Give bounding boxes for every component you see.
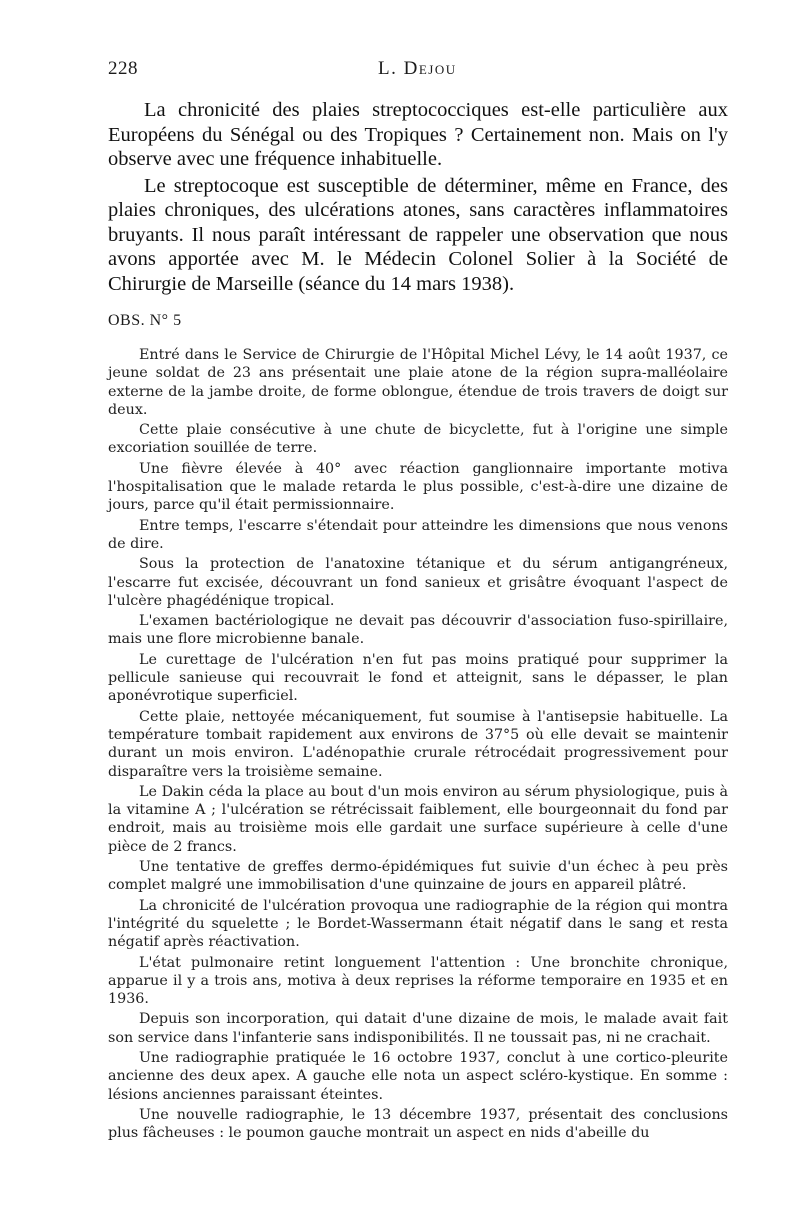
- page-number: 228: [108, 58, 138, 79]
- observation-paragraph: Une radiographie pratiquée le 16 octobre 1937, conclut à une cortico-pleurite ancienne des deux apex. A gauche elle nota un aspect scléro-kystique. En somme : lésions anciennes paraissant éteintes.: [108, 1049, 728, 1103]
- page-header: [108, 58, 728, 86]
- observation-paragraph: Une nouvelle radiographie, le 13 décembre 1937, présentait des conclusions plus fâcheuses : le poumon gauche montrait un aspect en nids d'abeille du: [108, 1106, 728, 1142]
- observation-paragraph: L'état pulmonaire retint longuement l'attention : Une bronchite chronique, apparue il y a trois ans, motiva à deux reprises la réforme temporaire en 1935 et en 1936.: [108, 954, 728, 1008]
- observation-paragraph: Entré dans le Service de Chirurgie de l'Hôpital Michel Lévy, le 14 août 1937, ce jeune soldat de 23 ans présentait une plaie atone de la région supra-malléolaire externe de la jambe droite, de forme oblongue, étendue de trois travers de doigt sur deux.: [108, 347, 728, 418]
- observation-paragraph: Cette plaie consécutive à une chute de bicyclette, fut à l'origine une simple excoriation souillée de terre.: [108, 422, 728, 457]
- observation-paragraph: Le curettage de l'ulcération n'en fut pas moins pratiqué pour supprimer la pellicule sanieuse qui recouvrait le fond et atteignit, sans le dépasser, le plan aponévrotique superficiel.: [108, 651, 728, 705]
- intro-paragraph: Le streptocoque est susceptible de déterminer, même en France, des plaies chroniques, des ulcérations atones, sans caractères inflammatoires bruyants. Il nous paraît intéressant de rappeler une observation que nous avons apportée avec M. le Médecin Colonel Solier à la Société de Chirurgie de Marseille (séance du 14 mars 1938).: [108, 174, 728, 295]
- intro-paragraph: La chronicité des plaies streptococciques est-elle particulière aux Européens du Sénégal ou des Tropiques ? Certainement non. Mais on l'y observe avec une fréquence inhabituelle.: [108, 99, 728, 170]
- running-head: L. Dejou: [378, 58, 457, 79]
- observation-paragraph: Sous la protection de l'anatoxine tétanique et du sérum antigangréneux, l'escarre fut excisée, découvrant un fond sanieux et grisâtre évoquant l'aspect de l'ulcère phagédénique tropical.: [108, 556, 728, 609]
- observation-paragraph: Une fièvre élevée à 40° avec réaction ganglionnaire importante motiva l'hospitalisation que le malade retarda le plus possible, c'est-à-dire une dizaine de jours, parce qu'il était permissionnaire.: [108, 460, 728, 514]
- observation-paragraph: Cette plaie, nettoyée mécaniquement, fut soumise à l'antisepsie habituelle. La température tombait rapidement aux environs de 37°5 où elle devait se maintenir durant un mois environ. L'adénopathie crurale rétrocédait progressivement pour disparaître vers la troisième semaine.: [108, 708, 728, 780]
- observation-body: [108, 346, 728, 1144]
- intro-text: [108, 98, 728, 298]
- observation-heading: OBS. N° 5: [108, 312, 182, 329]
- observation-paragraph: La chronicité de l'ulcération provoqua une radiographie de la région qui montra l'intégrité du squelette ; le Bordet-Wassermann était négatif dans le sang et resta négatif après réactivation.: [108, 897, 728, 951]
- observation-paragraph: Le Dakin céda la place au bout d'un mois environ au sérum physiologique, puis à la vitamine A ; l'ulcération se rétrécissait faiblement, elle bourgeonnait du fond par endroit, mais au troisième mois elle gardait une surface supérieure à celle d'une pièce de 2 francs.: [108, 783, 728, 855]
- observation-paragraph: L'examen bactériologique ne devait pas découvrir d'association fuso-spirillaire, mais une flore microbienne banale.: [108, 613, 728, 648]
- observation-paragraph: Une tentative de greffes dermo-épidémiques fut suivie d'un échec à peu près complet malgré une immobilisation d'une quinzaine de jours en appareil plâtré.: [108, 859, 728, 894]
- observation-paragraph: Depuis son incorporation, qui datait d'une dizaine de mois, le malade avait fait son service dans l'infanterie sans indisponibilités. Il ne toussait pas, ni ne crachait.: [108, 1011, 728, 1046]
- observation-paragraph: Entre temps, l'escarre s'étendait pour atteindre les dimensions que nous venons de dire.: [108, 517, 728, 552]
